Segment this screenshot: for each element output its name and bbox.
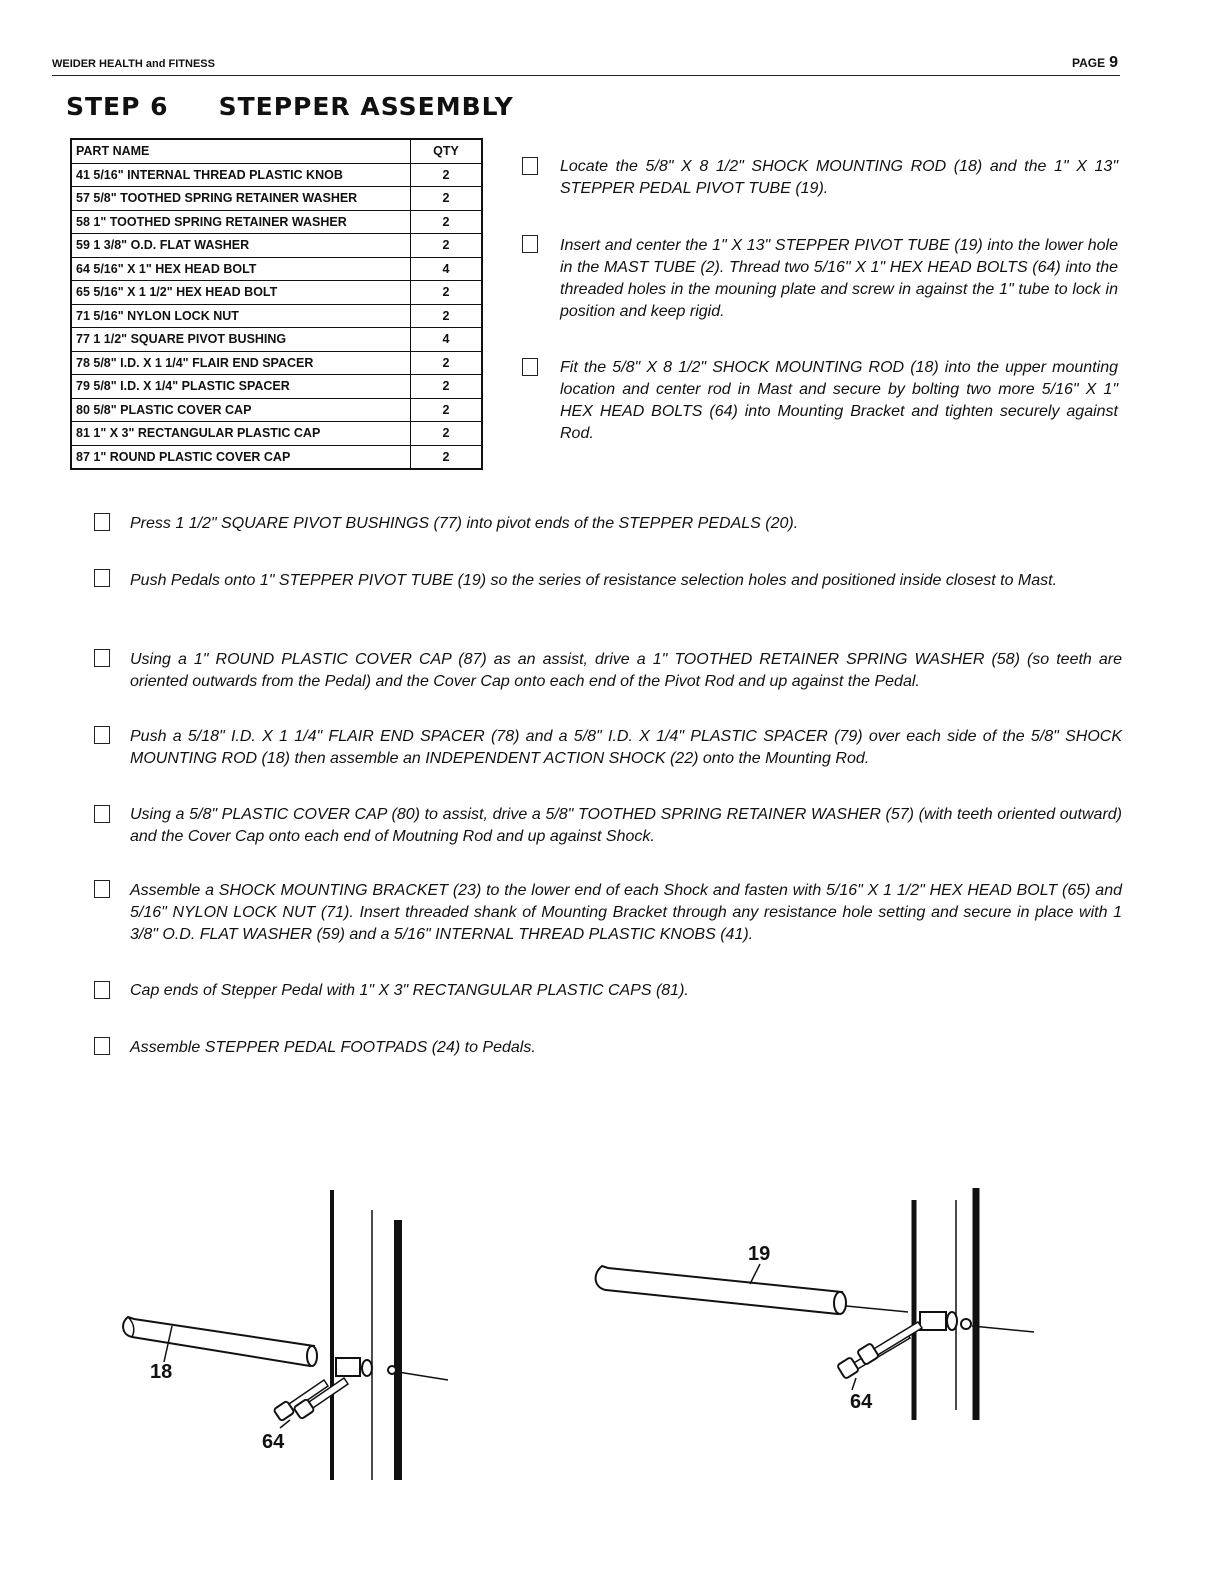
col-part-name: PART NAME <box>71 139 411 163</box>
step-checkbox[interactable] <box>94 726 110 744</box>
instruction-2: Insert and center the 1" X 13" STEPPER PIVOT TUBE (19) into the lower hole in the MAST TUBE (2). Thread two 5/16" X 1" HEX HEAD BOLTS (64) into the threaded holes in the mouning plate and screw in against the 1" tube to lock in position and keep rigid. <box>560 237 1118 320</box>
bolt-label: 64 <box>262 1431 285 1453</box>
hex-head-bolts <box>273 1378 348 1421</box>
part-qty: 2 <box>411 281 483 305</box>
table-row <box>71 187 482 211</box>
header-divider <box>52 75 1120 76</box>
step-checkbox[interactable] <box>522 358 538 376</box>
instruction-8: Using a 5/8" PLASTIC COVER CAP (80) to assist, drive a 5/8" TOOTHED SPRING RETAINER WASHER (57) (with teeth oriented outward) and the Cover Cap onto each end of Moutning Rod and up against Shock. <box>130 806 1122 845</box>
rod-label: 18 <box>150 1361 173 1383</box>
part-qty: 4 <box>411 328 483 352</box>
part-name: 81 1" X 3" RECTANGULAR PLASTIC CAP <box>71 422 411 446</box>
page-number: 9 <box>1109 54 1118 71</box>
stepper-pivot-tube <box>596 1266 1034 1332</box>
part-name: 78 5/8" I.D. X 1 1/4" FLAIR END SPACER <box>71 351 411 375</box>
table-row <box>71 210 482 234</box>
part-qty: 2 <box>411 187 483 211</box>
instruction-1: Locate the 5/8" X 8 1/2" SHOCK MOUNTING ROD (18) and the 1" X 13" STEPPER PEDAL PIVOT TUBE (19). <box>560 158 1118 197</box>
table-row <box>71 398 482 422</box>
step-title: STEPPER ASSEMBLY <box>218 92 514 121</box>
step-heading <box>66 92 514 121</box>
part-qty: 2 <box>411 234 483 258</box>
company-name: WEIDER HEALTH and FITNESS <box>52 58 215 70</box>
part-name: 77 1 1/2" SQUARE PIVOT BUSHING <box>71 328 411 352</box>
part-qty: 2 <box>411 375 483 399</box>
shock-rod-diagram <box>110 1180 470 1490</box>
table-row <box>71 445 482 469</box>
part-qty: 2 <box>411 422 483 446</box>
part-name: 71 5/16" NYLON LOCK NUT <box>71 304 411 328</box>
part-qty: 4 <box>411 257 483 281</box>
parts-table-header <box>71 139 482 163</box>
step-checkbox[interactable] <box>94 513 110 531</box>
instruction-3: Fit the 5/8" X 8 1/2" SHOCK MOUNTING ROD (18) into the upper mounting location and center rod in Mast and secure by bolting two more 5/16" X 1" HEX HEAD BOLTS (64) into Mounting Bracket and tighten securely against Rod. <box>560 359 1118 442</box>
part-name: 41 5/16" INTERNAL THREAD PLASTIC KNOB <box>71 163 411 187</box>
table-row <box>71 422 482 446</box>
page-indicator <box>1072 54 1118 72</box>
step-checkbox[interactable] <box>94 569 110 587</box>
part-qty: 2 <box>411 398 483 422</box>
step-checkbox[interactable] <box>94 805 110 823</box>
part-name: 87 1" ROUND PLASTIC COVER CAP <box>71 445 411 469</box>
step-checkbox[interactable] <box>522 157 538 175</box>
part-qty: 2 <box>411 304 483 328</box>
part-name: 59 1 3/8" O.D. FLAT WASHER <box>71 234 411 258</box>
parts-table <box>70 138 483 470</box>
mast-tube <box>914 1188 976 1420</box>
table-row <box>71 234 482 258</box>
leader-line <box>750 1264 760 1284</box>
col-qty: QTY <box>411 139 483 163</box>
part-name: 79 5/8" I.D. X 1/4" PLASTIC SPACER <box>71 375 411 399</box>
instruction-10: Cap ends of Stepper Pedal with 1" X 3" RECTANGULAR PLASTIC CAPS (81). <box>130 982 689 999</box>
hex-head-bolts <box>837 1322 922 1379</box>
table-row <box>71 328 482 352</box>
step-checkbox[interactable] <box>94 880 110 898</box>
part-name: 64 5/16" X 1" HEX HEAD BOLT <box>71 257 411 281</box>
part-qty: 2 <box>411 210 483 234</box>
instruction-5: Push Pedals onto 1" STEPPER PIVOT TUBE (19) so the series of resistance selection holes and positioned inside closest to Mast. <box>130 572 1058 589</box>
table-row <box>71 281 482 305</box>
table-row <box>71 257 482 281</box>
step-checkbox[interactable] <box>94 981 110 999</box>
instruction-4: Press 1 1/2" SQUARE PIVOT BUSHINGS (77) into pivot ends of the STEPPER PEDALS (20). <box>130 515 799 532</box>
step-checkbox[interactable] <box>522 235 538 253</box>
step-number: STEP 6 <box>66 92 169 121</box>
instruction-11: Assemble STEPPER PEDAL FOOTPADS (24) to Pedals. <box>130 1039 536 1056</box>
instruction-7: Push a 5/18" I.D. X 1 1/4" FLAIR END SPACER (78) and a 5/8" I.D. X 1/4" PLASTIC SPACER (79) over each side of the 5/8" SHOCK MOUNTING ROD (18) then assemble an INDEPENDENT ACTION SHOCK (22) onto the Mounting Rod. <box>130 728 1122 767</box>
part-qty: 2 <box>411 351 483 375</box>
table-row <box>71 163 482 187</box>
instruction-9: Assemble a SHOCK MOUNTING BRACKET (23) to the lower end of each Shock and fasten with 5/16" X 1 1/2" HEX HEAD BOLT (65) and 5/16" NYLON LOCK NUT (71). Insert threaded shank of Mounting Bracket through any resistance hole setting and secure in place with 1 3/8" O.D. FLAT WASHER (59) and a 5/16" INTERNAL THREAD PLASTIC KNOBS (41). <box>130 882 1122 943</box>
leader-line <box>852 1378 856 1390</box>
table-row <box>71 375 482 399</box>
mast-tube <box>332 1190 398 1480</box>
part-qty: 2 <box>411 445 483 469</box>
tube-label: 19 <box>748 1243 771 1265</box>
instruction-6: Using a 1" ROUND PLASTIC COVER CAP (87) as an assist, drive a 1" TOOTHED RETAINER SPRING WASHER (58) (so teeth are oriented outwards from the Pedal) and the Cover Cap onto each end of the Pivot Rod and up against the Pedal. <box>130 651 1122 690</box>
pivot-tube-diagram <box>590 1180 1050 1440</box>
table-row <box>71 304 482 328</box>
table-row <box>71 351 482 375</box>
page-label: PAGE <box>1071 56 1106 70</box>
part-name: 58 1" TOOTHED SPRING RETAINER WASHER <box>71 210 411 234</box>
step-checkbox[interactable] <box>94 1037 110 1055</box>
step-checkbox[interactable] <box>94 649 110 667</box>
part-name: 80 5/8" PLASTIC COVER CAP <box>71 398 411 422</box>
part-name: 57 5/8" TOOTHED SPRING RETAINER WASHER <box>71 187 411 211</box>
bolt-label: 64 <box>850 1391 873 1413</box>
part-qty: 2 <box>411 163 483 187</box>
part-name: 65 5/16" X 1 1/2" HEX HEAD BOLT <box>71 281 411 305</box>
